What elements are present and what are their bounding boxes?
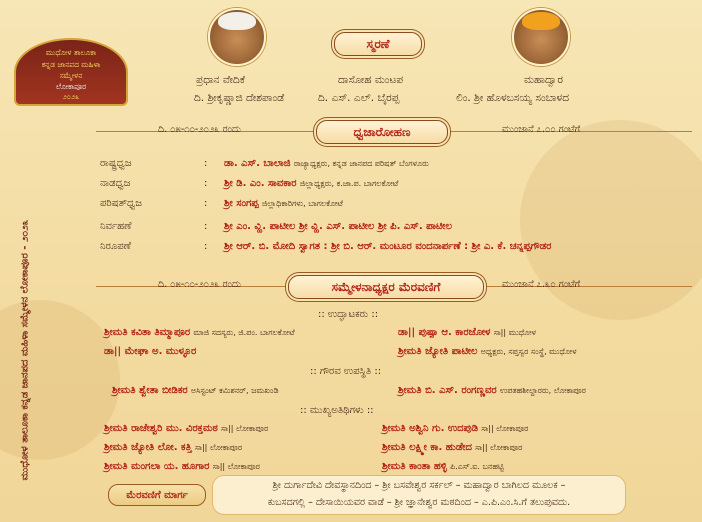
guest-desc: ಉಪತಹಶೀಲ್ದಾರರು, ಲೋಕಾಪೂರ xyxy=(499,386,586,395)
inaug-name: ಶ್ರೀಮತಿ ಜ್ಯೋತಿ ಪಾಟೀಲ xyxy=(398,346,478,357)
flag-row-value xyxy=(224,178,398,189)
flag-row-value xyxy=(224,158,429,169)
flag-row-label: ರಾಷ್ಟ್ರಧ್ವಜ xyxy=(100,158,132,169)
inaug-item xyxy=(398,346,577,357)
flag-row-name: ಶ್ರೀ ಡಿ. ಎಂ. ಸಾವಕಾರ xyxy=(224,178,297,189)
flag-ribbon xyxy=(316,120,448,144)
flag-time: ಮುಂಜಾನೆ ೭.೦೦ ಗಂಟೆಗೆ xyxy=(502,124,581,135)
guest-item xyxy=(112,385,279,396)
flag-row-name: ಶ್ರೀ ಎಂ. ವ್ಹಿ. ಪಾಟೀಲ ಶ್ರೀ ವ್ಹಿ. ಎಸ್. ಪಾಟೀಲ ಶ್ರೀ ಪಿ. ಎಸ್. ಪಾಟೀಲ xyxy=(224,221,452,232)
mid-name: ದಿ. ಎಸ್. ಎಲ್. ಬೈರಪ್ಪ xyxy=(318,92,400,104)
inaug-item xyxy=(104,346,196,357)
inaug-heading: :: ಉದ್ಘಾಟಕರು :: xyxy=(318,309,379,320)
turban-decor xyxy=(522,12,560,30)
procession-ribbon xyxy=(288,275,484,299)
smarane-ribbon xyxy=(334,32,422,56)
flag-row-label: ನಾಡಧ್ವಜ xyxy=(100,178,131,189)
chief-item xyxy=(104,461,260,472)
flag-row-value xyxy=(224,241,551,252)
flag-row-label: ನಿರ್ವಹಣೆ xyxy=(100,221,132,232)
chief-desc: ಸಾ|| ಲೋಕಾಪೂರ xyxy=(475,443,523,452)
guest-heading: :: ಗೌರವ ಉಪಸ್ಥಿತಿ :: xyxy=(310,366,382,377)
chief-item xyxy=(382,423,528,434)
flag-row-colon: : xyxy=(204,178,208,189)
right-role: ಮಹಾದ್ವಾರ xyxy=(524,74,563,86)
guest-item xyxy=(398,385,586,396)
logo-text: ಲೋಕಾಪೂರ xyxy=(55,82,87,91)
guest-name: ಶ್ರೀಮತಿ ಶ್ವೇತಾ ಬೀಡಿಕರ xyxy=(112,385,188,396)
flag-row-colon: : xyxy=(204,198,208,209)
chief-item xyxy=(104,442,242,453)
logo-year: ೨೦೨೩ xyxy=(62,92,80,101)
procession-title: ಸಮ್ಮೇಳನಾಧ್ಯಕ್ಷರ ಮೆರವಣಿಗೆ xyxy=(331,279,441,294)
chief-desc: ಪಿ.ಎಸ್.ಐ. ಬನಹಟ್ಟಿ xyxy=(450,462,504,471)
chief-name: ಶ್ರೀಮತಿ ರಾಜೇಶ್ವರಿ ಮು. ವಿರಕ್ತಮಠ xyxy=(104,423,218,434)
chief-item xyxy=(382,461,504,472)
watermark-decor xyxy=(0,300,120,460)
route-line: ಕುಬಸದಗಲ್ಲಿ – ದೇಸಾಯಿಯವರ ವಾಡೆ – ಶ್ರೀ ಜ್ಞಾನೇಶ್ವರ ಮಠದಿಂದ – ಎ.ಪಿ.ಎಂ.ಸಿ.ಗೆ ತಲುಪುವದು. xyxy=(267,497,571,508)
chief-name: ಶ್ರೀಮತಿ ಜ್ಯೋತಿ ಲೋ. ಕತ್ತಿ xyxy=(104,442,192,453)
flag-title: ಧ್ವಜಾರೋಹಣ xyxy=(353,124,411,139)
flag-row-name: ಡಾ. ಎಸ್. ಬಾಲಾಜಿ xyxy=(224,158,291,169)
guest-name: ಶ್ರೀಮತಿ ಬಿ. ಎಸ್. ರಂಗಣ್ಣವರ xyxy=(398,385,497,396)
flag-row-desc: ಜಿಲ್ಲಾಧ್ಯಕ್ಷರು, ಕ.ಜಾ.ಪ. ಬಾಗಲಕೋಟೆ xyxy=(299,179,399,188)
chief-name: ಶ್ರೀಮತಿ ಮಂಗಲಾ ಯ. ಹೂಗಾರ xyxy=(104,461,210,472)
chief-name: ಶ್ರೀಮತಿ ಕಾಂತಾ ಹಳ್ಳಿ xyxy=(382,461,447,472)
logo-text: ಮುಧೋಳ ತಾಲೂಕಾ xyxy=(45,48,97,57)
flag-row-label: ನಿರೂಪಣೆ xyxy=(100,241,131,252)
mid-role: ದಾಸೋಹ ಮಂಟಪ xyxy=(338,74,404,86)
chief-desc: ಸಾ|| ಲೋಕಾಪೂರ xyxy=(221,424,269,433)
procession-time: ಮುಂಜಾನೆ ೭.೩೦ ಗಂಟೆಗೆ xyxy=(502,279,581,290)
inaug-item xyxy=(398,327,536,338)
logo-text: ಕನ್ನಡ ಜಾನಪದ ಮಹಿಳಾ xyxy=(41,60,101,69)
chief-item xyxy=(104,423,268,434)
inaug-desc: ಮಾಜಿ ಸದಸ್ಯರು, ಜಿ.ಪಂ. ಬಾಗಲಕೋಟೆ xyxy=(193,328,295,337)
flag-row-colon: : xyxy=(204,241,208,252)
right-name: ಲಿಂ. ಶ್ರೀ ಹೊಳಬಸಯ್ಯ ಸಂಬಾಳದ xyxy=(456,92,569,104)
inaug-desc: ಅಧ್ಯಕ್ಷರು, ಸಪ್ತಸ್ವರ ಸಂಸ್ಥೆ, ಮುಧೋಳ xyxy=(480,347,577,356)
left-role: ಪ್ರಧಾನ ವೇದಿಕೆ xyxy=(196,74,245,86)
flag-row-label: ಪರಿಷತ್‌ಧ್ವಜ xyxy=(100,198,142,209)
route-lines xyxy=(212,475,626,515)
left-name: ದಿ. ಶ್ರೀಕೃಷ್ಣಾಜಿ ದೇಶಪಾಂಡೆ xyxy=(194,92,285,104)
inaug-name: ಡಾ|| ಪುಷ್ಪಾ ಆ. ಕಾರಜೋಳ xyxy=(398,327,491,338)
inaug-name: ಡಾ|| ಮೇಘಾ ಅ. ಮುಳ್ಳೂರ xyxy=(104,346,197,357)
watermark-decor xyxy=(520,120,702,320)
flag-row-name: ಶ್ರೀ ಸಂಗಪ್ಪ xyxy=(224,198,259,209)
portrait-left xyxy=(208,8,266,66)
route-tag-label: ಮೆರವಣಿಗೆ ಮಾರ್ಗ xyxy=(126,489,188,501)
chief-desc: ಸಾ|| ಲೋಕಾಪೂರ xyxy=(212,462,260,471)
logo-text: ಸಮ್ಮೇಳನ xyxy=(59,71,83,80)
flag-row-colon: : xyxy=(204,221,208,232)
chief-desc: ಸಾ|| ಲೋಕಾಪೂರ xyxy=(194,443,243,452)
flag-row-desc: ರಾಜ್ಯಾಧ್ಯಕ್ಷರು, ಕನ್ನಡ ಜಾನಪದ ಪರಿಷತ್ ಬೆಂಗಳೂರು xyxy=(293,159,429,168)
chief-item xyxy=(382,442,522,453)
turban-decor xyxy=(218,12,256,30)
flag-row-value xyxy=(224,221,452,232)
inaug-name: ಶ್ರೀಮತಿ ಕವಿತಾ ತಿಮ್ಮಾಪೂರ xyxy=(104,327,191,338)
portrait-right xyxy=(512,8,570,66)
inaug-item xyxy=(104,327,295,338)
sidebar-vertical-text: ಮುಧೋಳ ತಾಲೂಕಾ ಕನ್ನಡ ಜಾನಪದ ಮಹಿಳಾ ಸಮ್ಮೇಳನ ಲೋಕಾಪೂರ - ೨೦೨೩ xyxy=(19,219,31,481)
flag-row-value xyxy=(224,198,343,209)
chief-name: ಶ್ರೀಮತಿ ಅಶ್ವಿನಿ ಗು. ಉದಪುಡಿ xyxy=(382,423,479,434)
chief-name: ಶ್ರೀಮತಿ ಲಕ್ಷ್ಮೀ ಕಾ. ಹುಡೇದ xyxy=(382,442,472,453)
guest-desc: ಅಸಿಸ್ಟಂಟ್ ಕಮಿಶನರ್, ಜಮಖಂಡಿ xyxy=(190,386,279,395)
smarane-title: ಸ್ಮರಣೆ xyxy=(366,36,390,51)
chief-desc: ಸಾ|| ಲೋಕಾಪೂರ xyxy=(481,424,529,433)
flag-row-name: ಶ್ರೀ ಆರ್. ಬಿ. ಮೋದಿ ಸ್ವಾಗತ : ಶ್ರೀ ಬಿ. ಆರ್. ಮಂಟೂರ ವಂದನಾರ್ಪಣೆ : ಶ್ರೀ ಎ. ಕೆ. ಚನ್ನಪ್ಪಗೌಡರ xyxy=(224,241,552,252)
route-box xyxy=(96,475,626,515)
route-line: ಶ್ರೀ ದುರ್ಗಾದೇವಿ ದೇವಸ್ಥಾನದಿಂದ – ಶ್ರೀ ಬಸವೇಶ್ವರ ಸರ್ಕಲ್ – ಮಹಾದ್ವಾರ ಬಾಗಿಲದ ಮೂಲಕ – xyxy=(272,480,566,491)
flag-row-desc: ಜಿಲ್ಲಾಧಿಕಾರಿಗಳು, ಬಾಗಲಕೋಟೆ xyxy=(261,199,343,208)
flag-date: ದಿ. ೦೫-೧೦-೨೦೨೩ ರಂದು xyxy=(158,124,242,135)
event-logo xyxy=(14,38,128,106)
flag-row-colon: : xyxy=(204,158,208,169)
procession-date: ದಿ. ೦೫-೧೦-೨೦೨೩ ರಂದು xyxy=(158,279,242,290)
chief-heading: :: ಮುಖ್ಯಅತಿಥಿಗಳು :: xyxy=(300,405,374,416)
route-tag xyxy=(108,484,206,506)
inaug-desc: ಸಾ|| ಮುಧೋಳ xyxy=(493,328,537,337)
